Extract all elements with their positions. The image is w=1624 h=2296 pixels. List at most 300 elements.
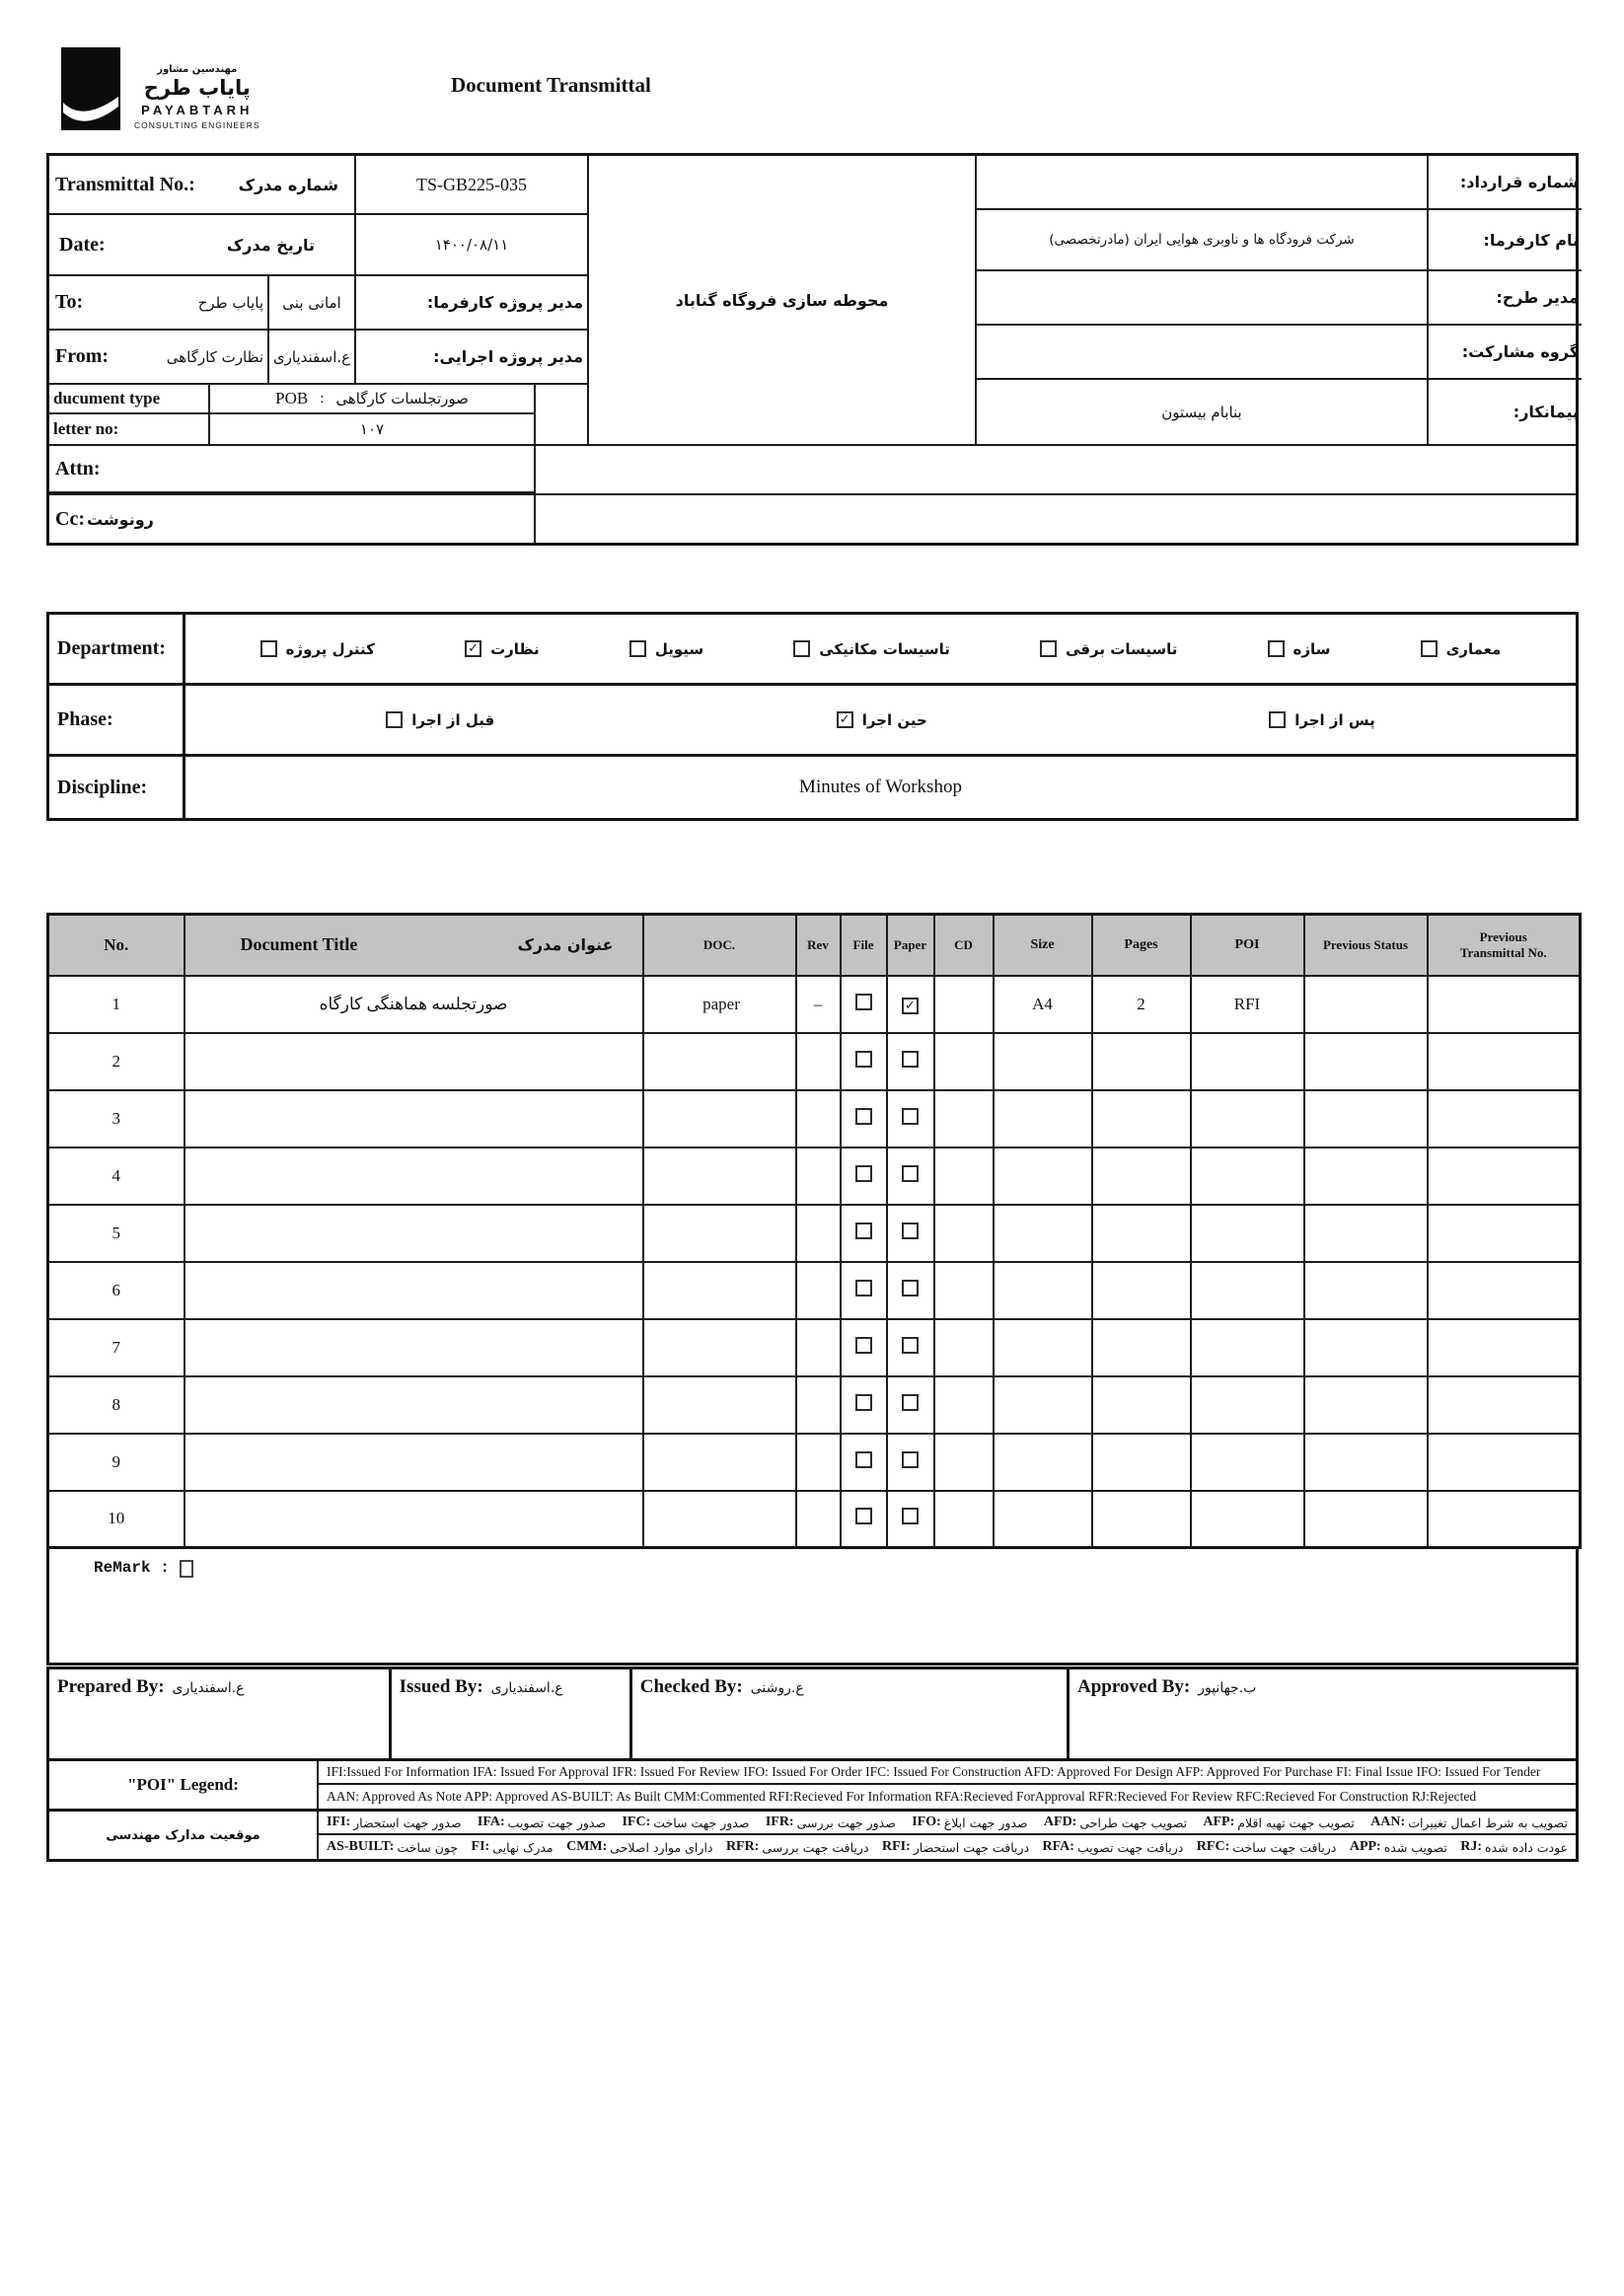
contract-no-label-text: شماره قرارداد: [1459,173,1579,191]
cell-cd [934,1376,994,1434]
legend-item [1044,1815,1187,1830]
paper-checkbox[interactable] [902,1394,919,1411]
cell-poi [1191,1033,1304,1090]
cell-prev-status [1304,1376,1428,1434]
cell-no: 2 [48,1033,185,1090]
paper-checkbox[interactable] [902,1051,919,1068]
design-pm-value [977,271,1429,326]
cell-cd [934,1090,994,1148]
cell-prev-transmittal [1428,1434,1581,1491]
from-label: From: [55,345,110,367]
to-row [49,276,587,331]
checkbox-label: کنترل پروژه [285,639,375,658]
poi-legend-en-body [319,1761,1576,1809]
jv-row [977,326,1582,380]
cell-no: 5 [48,1205,185,1262]
cell-size [994,1148,1092,1205]
cell-poi [1191,1205,1304,1262]
legend-item-code: AAN: [1370,1815,1406,1829]
contractor-value [977,380,1429,444]
cell-paper [887,1434,934,1491]
letterno-value: ۱۰۷ [210,414,536,444]
cell-size [994,1491,1092,1548]
cell-doc [643,1148,796,1205]
cell-file [841,1205,887,1262]
cell-doc [643,1319,796,1376]
legend-item [327,1815,462,1830]
legend-item-code: IFR: [765,1815,794,1829]
cell-cd [934,1434,994,1491]
cell-pages [1092,1376,1191,1434]
client-pm-label-text: مدیر پروژه کارفرما: [426,293,583,312]
cell-doc [643,1090,796,1148]
cell-file [841,1319,887,1376]
cell-poi [1191,1491,1304,1548]
cell-pages [1092,1205,1191,1262]
paper-checkbox[interactable] [902,1508,919,1524]
checkbox-item [260,640,375,658]
paper-checkbox[interactable] [902,1451,919,1468]
cell-prev-transmittal [1428,1376,1581,1434]
file-checkbox[interactable] [855,1108,872,1125]
table-row [48,1376,1581,1434]
transmittal-no-label-cell [49,156,356,215]
client-pm-label [356,276,587,331]
checkbox[interactable] [386,711,403,728]
checkbox-label: سیویل [654,639,704,658]
cell-pages: 2 [1092,976,1191,1033]
cell-rev [796,1376,841,1434]
legend-item-code: CMM: [566,1839,608,1854]
cell-cd [934,1033,994,1090]
legend-item-text: تصویب شده [1383,1839,1447,1855]
cell-size [994,1090,1092,1148]
legend-item [622,1815,749,1830]
from-row [49,331,587,385]
cell-rev [796,1148,841,1205]
cell-pages [1092,1033,1191,1090]
checkbox-label: قبل از اجرا [411,710,495,729]
checkbox[interactable] [1421,640,1438,657]
cell-cd [934,1262,994,1319]
contract-no-label [1429,156,1582,210]
cell-paper [887,1376,934,1434]
cc-row [49,493,1576,543]
discipline-value: Minutes of Workshop [799,777,962,797]
cell-size [994,1319,1092,1376]
discipline-row [49,757,1576,818]
exec-pm-label [356,331,587,385]
contractor-label-text: پیمانکار: [1513,403,1579,421]
logo-en-subtitle: CONSULTING ENGINEERS [134,120,260,130]
legend-item-code: IFO: [912,1815,941,1829]
paper-checkbox[interactable] [902,1108,919,1125]
cell-file [841,1376,887,1434]
legend-item [566,1839,712,1855]
poi-legend-fa-line1 [319,1812,1576,1835]
contract-no-value [977,156,1429,210]
poi-legend-fa-label: موقعیت مدارک مهندسی [49,1812,319,1859]
legend-item [882,1839,1029,1855]
cell-rev [796,1090,841,1148]
checkbox-label: معماری [1445,639,1502,658]
checkbox-item [386,711,494,729]
cell-size [994,1033,1092,1090]
cell-rev [796,1205,841,1262]
legend-item-text: عودت داده شده [1485,1839,1568,1855]
cell-rev: – [796,976,841,1033]
date-label-cell [49,215,356,276]
project-name: محوطه سازی فروگاه گناباد [675,290,889,310]
table-row [48,1319,1581,1376]
cell-file [841,1148,887,1205]
col-poi: POI [1191,915,1304,976]
col-pages: Pages [1092,915,1191,976]
cell-no: 6 [48,1262,185,1319]
jv-label-text: گروه مشارکت: [1461,342,1579,361]
sheet [46,0,1579,2296]
poi-legend [46,1758,1579,1862]
cell-no: 10 [48,1491,185,1548]
cell-paper [887,1090,934,1148]
paper-checkbox[interactable] [902,998,919,1014]
file-checkbox[interactable] [855,1394,872,1411]
cell-file [841,1491,887,1548]
file-checkbox[interactable] [855,1222,872,1239]
document-list-block [46,913,1579,1666]
poi-legend-label: "POI" Legend: [49,1761,319,1809]
cell-cd [934,1319,994,1376]
contract-no-row [977,156,1582,210]
legend-item-text: صدور جهت ابلاغ [943,1815,1028,1830]
phase-row [49,686,1576,757]
prepared-by-cell [49,1669,392,1758]
legend-item-text: تصویب جهت تهیه اقلام [1237,1815,1355,1830]
exec-pm-label-text: مدیر پروژه اجرایی: [433,347,583,366]
cell-title: صورتجلسه هماهنگی کارگاه [185,976,643,1033]
cell-prev-status [1304,1319,1428,1376]
jv-value [977,326,1429,380]
legend-item [1460,1839,1568,1855]
prepared-by-name: ع.اسفندیاری [172,1680,245,1696]
paper-checkbox[interactable] [902,1222,919,1239]
remark-box [46,1549,1579,1666]
cell-paper [887,1205,934,1262]
col-paper: Paper [887,915,934,976]
logo-fa-small: مهندسین مشاور [157,64,238,75]
client-name-value [977,210,1429,271]
poi-legend-fa-line2 [319,1835,1576,1859]
page-title: Document Transmittal [451,73,651,97]
cell-cd [934,1205,994,1262]
legend-item [472,1839,554,1855]
legend-item-code: IFC: [622,1815,651,1829]
paper-checkbox[interactable] [902,1337,919,1354]
legend-item-code: FI: [471,1839,490,1854]
cell-prev-status [1304,1205,1428,1262]
cell-pages [1092,1434,1191,1491]
col-size: Size [994,915,1092,976]
table-row [48,1434,1581,1491]
logo-en-name: PAYABTARH [141,103,254,117]
legend-item-text: تصویب جهت طراحی [1079,1815,1188,1830]
col-title-fa: عنوان مدرک [517,935,614,955]
cell-no: 9 [48,1434,185,1491]
table-row [48,1033,1581,1090]
attn-label: Attn: [55,457,101,480]
to-label-cell [49,276,269,331]
date-row [49,215,587,276]
cell-prev-status [1304,1033,1428,1090]
cell-prev-transmittal [1428,1090,1581,1148]
cell-title [185,1491,643,1548]
cell-title [185,1033,643,1090]
checkbox-item [465,640,540,658]
doctype-label: ducument type [49,385,210,414]
checked-by-label: Checked By: [639,1676,743,1697]
checkbox[interactable] [837,711,853,728]
file-checkbox[interactable] [855,1451,872,1468]
logo-text-block [134,47,260,130]
phase-label: Phase: [49,686,185,754]
date-label-fa: تاریخ مدرک [226,235,315,255]
jv-label [1429,326,1582,380]
remark-label: ReMark : [94,1559,170,1577]
info-right-block [975,156,1582,444]
legend-item-text: دریافت جهت ساخت [1232,1839,1337,1855]
checked-by-cell [632,1669,1070,1758]
department-checkboxes [185,615,1576,683]
checked-by-name: ع.روشنی [750,1680,804,1696]
issued-by-name: ع.اسفندیاری [490,1680,563,1696]
cell-no: 4 [48,1148,185,1205]
cell-prev-transmittal [1428,1491,1581,1548]
legend-item [1043,1839,1184,1855]
cell-poi [1191,1262,1304,1319]
issued-by-cell [392,1669,632,1758]
cell-pages [1092,1262,1191,1319]
poi-legend-en-section [46,1758,1579,1812]
design-pm-row [977,271,1582,326]
doctype-code: POB [275,389,309,407]
discipline-label: Discipline: [49,757,185,818]
document-table-header [48,915,1581,976]
client-name-label [1429,210,1582,271]
legend-item-code: RFA: [1042,1839,1074,1854]
checkbox[interactable] [793,640,810,657]
cell-poi: RFI [1191,976,1304,1033]
table-row [48,976,1581,1033]
cell-title [185,1205,643,1262]
cell-paper [887,1319,934,1376]
checkbox-item [1269,711,1374,729]
cell-doc [643,1434,796,1491]
legend-item-text: صدور جهت استحضار [353,1815,462,1830]
approved-by-cell [1070,1669,1576,1758]
attn-label-cell [49,446,536,493]
legend-item-text: چون ساخت [397,1839,459,1855]
cell-prev-transmittal [1428,976,1581,1033]
client-name-text: شرکت فرودگاه ها و ناوبری هوایی ایران (مادرتخصصی) [1049,232,1355,248]
table-row [48,1205,1581,1262]
legend-item [327,1839,458,1855]
doctype-fa: صورتجلسات کارگاهی [335,390,469,407]
checkbox-label: تاسیسات برقی [1066,639,1178,658]
legend-item [726,1839,869,1855]
legend-item-code: APP: [1349,1839,1381,1854]
cell-pages [1092,1491,1191,1548]
legend-item [1197,1839,1337,1855]
cell-title [185,1090,643,1148]
client-name-row [977,210,1582,271]
table-row [48,1491,1581,1548]
checkbox[interactable] [260,640,277,657]
paper-checkbox[interactable] [902,1165,919,1182]
file-checkbox[interactable] [855,994,872,1010]
cell-paper [887,1491,934,1548]
file-checkbox[interactable] [855,1051,872,1068]
checkbox[interactable] [629,640,646,657]
signature-row [46,1666,1579,1761]
cell-pages [1092,1090,1191,1148]
cell-poi [1191,1148,1304,1205]
classification-table [46,612,1579,821]
document-table [46,913,1582,1549]
transmittal-no-label-fa: شماره مدرک [238,175,338,194]
checkbox-item [1040,640,1177,658]
checkbox-item [793,640,950,658]
cell-poi [1191,1090,1304,1148]
issued-by-label: Issued By: [399,1676,483,1697]
checkbox[interactable] [1269,711,1286,728]
cell-pages [1092,1148,1191,1205]
checkbox-label: پس از اجرا [1294,710,1375,729]
legend-item-code: AFP: [1203,1815,1235,1829]
cc-label-fa: رونوشت [86,509,154,529]
approved-by-name: ب.جهانپور [1198,1680,1257,1696]
poi-legend-fa-section [46,1812,1579,1862]
logo-fa-big: پایاب طرح [143,76,251,100]
cell-pages [1092,1319,1191,1376]
doctype-value-cell [210,385,536,414]
legend-item-code: AS-BUILT: [327,1839,395,1854]
legend-item-text: دریافت جهت استحضار [913,1839,1030,1855]
cell-rev [796,1319,841,1376]
checkbox[interactable] [1268,640,1285,657]
department-label: Department: [49,615,185,683]
cell-prev-transmittal [1428,1033,1581,1090]
cell-doc [643,1491,796,1548]
poi-legend-en-line1: IFI:Issued For Information IFA: Issued For Approval IFR: Issued For Review IFO: Issued For Order IFC: Issued For Construction AFD: Approved For Design AFP: Approved For Purchase FI: Final Issue IFO: Issued For Tender [319,1761,1576,1785]
info-main-block [49,156,1579,444]
transmittal-no-row [49,156,587,215]
legend-item [912,1815,1027,1830]
cell-size [994,1205,1092,1262]
doc-table-body [48,976,1581,1548]
poi-legend-fa-body [319,1812,1576,1859]
checkbox-item [1268,640,1331,658]
cell-size [994,1262,1092,1319]
from-label-cell [49,331,269,385]
legend-item-text: دارای موارد اصلاحی [610,1839,713,1855]
cell-file [841,1090,887,1148]
checkbox-label: حین اجرا [861,710,927,729]
poi-legend-en-line2: AAN: Approved As Note APP: Approved AS-BUILT: As Built CMM:Commented RFI:Recieved For Information RFA:Recieved ForApproval RFR:Recieved For Review RFC:Recieved For Construction RJ:Rejected [327,1789,1477,1804]
legend-item-code: RJ: [1460,1839,1483,1854]
cell-poi [1191,1434,1304,1491]
phase-checkboxes [185,686,1576,754]
legend-item-text: دریافت جهت تصویب [1076,1839,1184,1855]
letterno-label: letter no: [49,414,210,444]
prepared-by-label: Prepared By: [57,1676,165,1697]
legend-item-text: صدور جهت بررسی [796,1815,896,1830]
file-checkbox[interactable] [855,1280,872,1296]
legend-item-code: AFD: [1043,1815,1077,1829]
to-person: امانی بنی [269,276,356,331]
checkbox-label: نظارت [490,639,540,658]
col-prev-transmittal: Previous Transmittal No. [1428,915,1581,976]
file-checkbox[interactable] [855,1508,872,1524]
cell-no: 3 [48,1090,185,1148]
cell-rev [796,1491,841,1548]
checkbox[interactable] [1040,640,1057,657]
cell-file [841,1434,887,1491]
col-title [185,915,643,976]
cell-cd [934,1491,994,1548]
project-name-cell [587,156,975,444]
cell-prev-transmittal [1428,1148,1581,1205]
cell-prev-status [1304,1491,1428,1548]
cell-cd [934,1148,994,1205]
paper-checkbox[interactable] [902,1280,919,1296]
cell-no: 7 [48,1319,185,1376]
date-label-en: Date: [59,233,106,256]
legend-item-code: IFA: [477,1815,505,1829]
to-value-fa: پایاب طرح [197,293,263,312]
attn-value [536,446,1576,493]
info-left-block [49,156,587,444]
checkbox-label: تاسیسات مکانیکی [819,639,950,658]
legend-item-text: تصویب به شرط اعمال تغییرات [1408,1815,1568,1830]
cell-doc: paper [643,976,796,1033]
checkbox[interactable] [465,640,481,657]
cell-rev [796,1434,841,1491]
doctype-filler [536,385,587,414]
cell-paper [887,1033,934,1090]
to-label: To: [55,291,84,313]
cell-prev-transmittal [1428,1262,1581,1319]
legend-item [1370,1815,1568,1830]
file-checkbox[interactable] [855,1165,872,1182]
legend-item-code: IFI: [327,1815,351,1829]
legend-item-text: صدور جهت تصویب [507,1815,607,1830]
legend-item-code: RFI: [881,1839,911,1854]
client-name-label-text: نام کارفرما: [1483,230,1579,250]
doctype-row [49,385,587,414]
legend-item-text: صدور جهت ساخت [653,1815,750,1830]
legend-item-text: دریافت جهت بررسی [762,1839,869,1855]
cell-cd [934,976,994,1033]
cell-doc [643,1033,796,1090]
cell-prev-status [1304,976,1428,1033]
checkbox-item [837,711,927,729]
cell-title [185,1319,643,1376]
legend-item-code: RFC: [1196,1839,1230,1854]
table-row [48,1090,1581,1148]
col-rev: Rev [796,915,841,976]
cell-paper [887,976,934,1033]
file-checkbox[interactable] [855,1337,872,1354]
